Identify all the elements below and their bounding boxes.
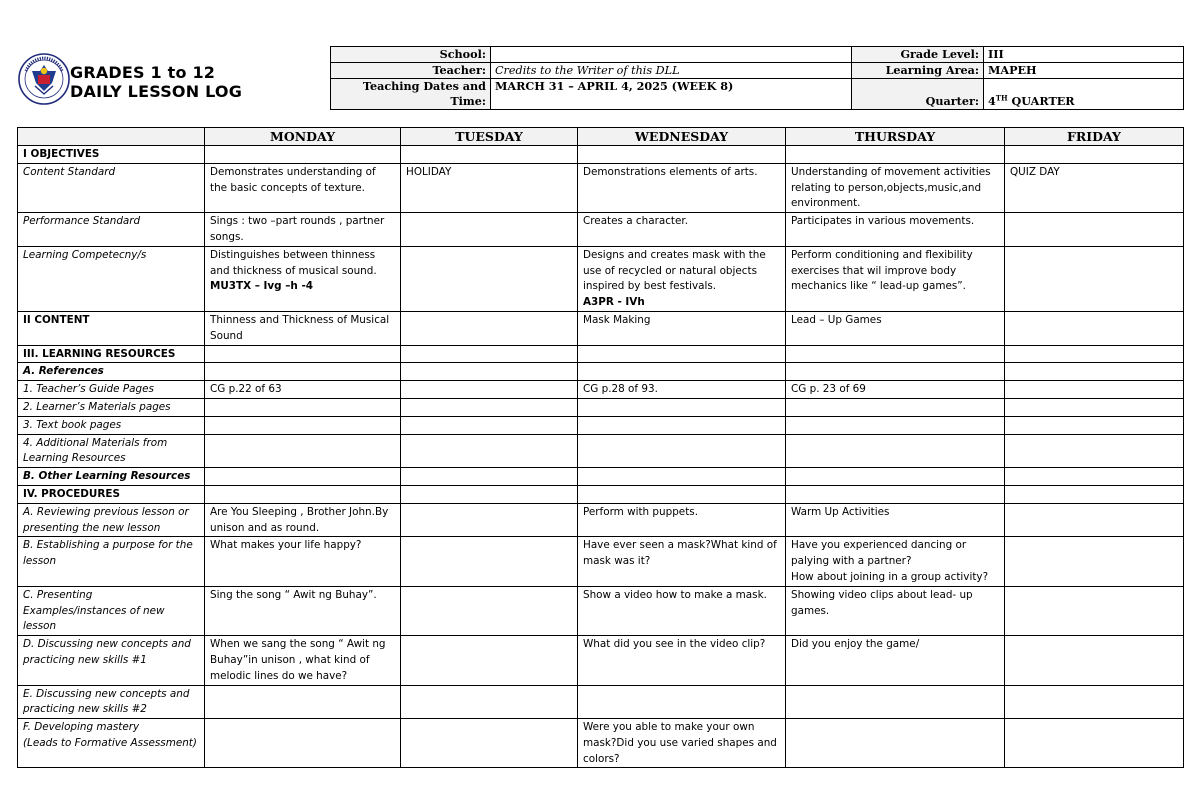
cell-proc-a-wednesday[interactable]: Perform with puppets. <box>578 503 786 537</box>
section-row-procedures <box>18 485 1184 503</box>
cell-textbook-wednesday[interactable] <box>578 416 786 434</box>
cell-other-resources-friday[interactable] <box>1005 468 1184 486</box>
cell-proc-e-thursday[interactable] <box>786 685 1005 719</box>
row-content-standard <box>18 163 1184 212</box>
cell-lm-pages-wednesday[interactable] <box>578 398 786 416</box>
cell-references-thursday[interactable] <box>786 363 1005 381</box>
header-info-table <box>330 46 1184 110</box>
procedure-f-label-line2: (Leads to Formative Assessment) <box>23 736 197 749</box>
cell-resources-thursday[interactable] <box>786 345 1005 363</box>
cell-objectives-monday[interactable] <box>205 146 401 164</box>
cell-tg-pages-friday[interactable] <box>1005 381 1184 399</box>
cell-references-tuesday[interactable] <box>401 363 578 381</box>
cell-tg-pages-wednesday[interactable]: CG p.28 of 93. <box>578 381 786 399</box>
row-label-procedure-f <box>18 719 205 768</box>
quarter-suffix: TH <box>995 93 1008 103</box>
cell-proc-e-monday[interactable] <box>205 685 401 719</box>
day-header-wednesday: WEDNESDAY <box>578 128 786 146</box>
cell-resources-tuesday[interactable] <box>401 345 578 363</box>
cell-proc-a-monday[interactable]: Are You Sleeping , Brother John.By unison and as round. <box>205 503 401 537</box>
row-label-procedure-a: A. Reviewing previous lesson or presenting the new lesson <box>18 503 205 537</box>
row-label-procedures: IV. PROCEDURES <box>18 485 205 503</box>
row-label-learning-competency: Learning Competecny/s <box>18 246 205 311</box>
cell-content-wednesday[interactable]: Mask Making <box>578 311 786 345</box>
cell-additional-wednesday[interactable] <box>578 434 786 468</box>
teacher-field[interactable]: Credits to the Writer of this DLL <box>491 63 852 79</box>
cell-content-standard-tuesday[interactable]: HOLIDAY <box>401 163 578 212</box>
cell-proc-b-monday[interactable]: What makes your life happy? <box>205 537 401 586</box>
cell-content-monday[interactable]: Thinness and Thickness of Musical Sound <box>205 311 401 345</box>
cell-procedures-wednesday[interactable] <box>578 485 786 503</box>
cell-proc-d-monday[interactable]: When we sang the song “ Awit ng Buhay”in unison , what kind of melodic lines do we have? <box>205 636 401 685</box>
log-title <box>70 63 242 101</box>
teaching-dates-label-line1: Teaching Dates and <box>362 79 486 93</box>
cell-lm-pages-thursday[interactable] <box>786 398 1005 416</box>
cell-other-resources-tuesday[interactable] <box>401 468 578 486</box>
row-label-objectives: I OBJECTIVES <box>18 146 205 164</box>
row-label-procedure-b: B. Establishing a purpose for the lesson <box>18 537 205 586</box>
proc-b-thursday-line2: How about joining in a group activity? <box>791 570 989 583</box>
school-field[interactable] <box>491 47 852 63</box>
cell-procedures-monday[interactable] <box>205 485 401 503</box>
row-references <box>18 363 1184 381</box>
grade-level-label: Grade Level: <box>852 47 984 63</box>
cell-textbook-thursday[interactable] <box>786 416 1005 434</box>
cell-content-standard-monday[interactable]: Demonstrates understanding of the basic concepts of texture. <box>205 163 401 212</box>
cell-tg-pages-monday[interactable]: CG p.22 of 63 <box>205 381 401 399</box>
cell-proc-d-friday[interactable] <box>1005 636 1184 685</box>
cell-references-friday[interactable] <box>1005 363 1184 381</box>
row-additional-materials <box>18 434 1184 468</box>
cell-objectives-tuesday[interactable] <box>401 146 578 164</box>
cell-content-standard-thursday[interactable]: Understanding of movement activities relating to person,objects,music,and environment. <box>786 163 1005 212</box>
cell-tg-pages-tuesday[interactable] <box>401 381 578 399</box>
cell-proc-c-thursday[interactable]: Showing video clips about lead- up games. <box>786 586 1005 635</box>
cell-other-resources-thursday[interactable] <box>786 468 1005 486</box>
row-learning-competency <box>18 246 1184 311</box>
corner-cell <box>18 128 205 146</box>
cell-procedures-friday[interactable] <box>1005 485 1184 503</box>
quarter-word: QUARTER <box>1007 94 1075 108</box>
cell-additional-monday[interactable] <box>205 434 401 468</box>
cell-references-wednesday[interactable] <box>578 363 786 381</box>
row-procedure-d <box>18 636 1184 685</box>
cell-other-resources-wednesday[interactable] <box>578 468 786 486</box>
cell-performance-standard-monday[interactable]: Sings : two –part rounds , partner songs. <box>205 213 401 247</box>
row-label-references: A. References <box>18 363 205 381</box>
cell-lm-pages-monday[interactable] <box>205 398 401 416</box>
cell-textbook-tuesday[interactable] <box>401 416 578 434</box>
cell-resources-monday[interactable] <box>205 345 401 363</box>
school-label: School: <box>331 47 491 63</box>
cell-objectives-thursday[interactable] <box>786 146 1005 164</box>
cell-lm-pages-tuesday[interactable] <box>401 398 578 416</box>
cell-proc-b-wednesday[interactable]: Have ever seen a mask?What kind of mask was it? <box>578 537 786 586</box>
day-header-monday: MONDAY <box>205 128 401 146</box>
cell-additional-thursday[interactable] <box>786 434 1005 468</box>
cell-references-monday[interactable] <box>205 363 401 381</box>
cell-objectives-friday[interactable] <box>1005 146 1184 164</box>
row-label-procedure-c: C. Presenting Examples/instances of new lesson <box>18 586 205 635</box>
title-line-2: DAILY LESSON LOG <box>70 82 243 101</box>
row-label-content-standard: Content Standard <box>18 163 205 212</box>
day-header-thursday: THURSDAY <box>786 128 1005 146</box>
cell-additional-tuesday[interactable] <box>401 434 578 468</box>
quarter-field[interactable] <box>984 79 1184 110</box>
teaching-dates-label-line2: Time: <box>450 94 486 108</box>
day-header-tuesday: TUESDAY <box>401 128 578 146</box>
day-header-row <box>18 128 1184 146</box>
cell-proc-a-friday[interactable] <box>1005 503 1184 537</box>
cell-proc-e-tuesday[interactable] <box>401 685 578 719</box>
cell-proc-c-tuesday[interactable] <box>401 586 578 635</box>
cell-performance-standard-wednesday[interactable]: Creates a character. <box>578 213 786 247</box>
cell-content-tuesday[interactable] <box>401 311 578 345</box>
row-label-other-learning-resources: B. Other Learning Resources <box>18 468 205 486</box>
cell-resources-friday[interactable] <box>1005 345 1184 363</box>
cell-proc-a-tuesday[interactable] <box>401 503 578 537</box>
cell-proc-f-friday[interactable] <box>1005 719 1184 768</box>
row-text-book-pages <box>18 416 1184 434</box>
proc-b-thursday-line1: Have you experienced dancing or palying with a partner? <box>791 539 967 568</box>
section-row-objectives <box>18 146 1184 164</box>
cell-performance-standard-tuesday[interactable] <box>401 213 578 247</box>
row-label-procedure-d: D. Discussing new concepts and practicing new skills #1 <box>18 636 205 685</box>
cell-performance-standard-thursday[interactable]: Participates in various movements. <box>786 213 1005 247</box>
cell-lm-pages-friday[interactable] <box>1005 398 1184 416</box>
row-content <box>18 311 1184 345</box>
cell-content-friday[interactable] <box>1005 311 1184 345</box>
competency-monday-code: MU3TX – Ivg –h -4 <box>210 280 313 293</box>
cell-textbook-monday[interactable] <box>205 416 401 434</box>
cell-proc-a-thursday[interactable]: Warm Up Activities <box>786 503 1005 537</box>
row-label-teachers-guide-pages: 1. Teacher’s Guide Pages <box>18 381 205 399</box>
row-procedure-f <box>18 719 1184 768</box>
grade-level-field[interactable]: III <box>984 47 1184 63</box>
cell-procedures-tuesday[interactable] <box>401 485 578 503</box>
row-procedure-c <box>18 586 1184 635</box>
cell-proc-c-friday[interactable] <box>1005 586 1184 635</box>
cell-proc-d-wednesday[interactable]: What did you see in the video clip? <box>578 636 786 685</box>
teaching-dates-field[interactable]: MARCH 31 – APRIL 4, 2025 (WEEK 8) <box>491 79 852 110</box>
row-label-performance-standard: Performance Standard <box>18 213 205 247</box>
cell-competency-thursday[interactable]: Perform conditioning and flexibility exercises that wil improve body mechanics like “ lead-up games”. <box>786 246 1005 311</box>
cell-proc-e-friday[interactable] <box>1005 685 1184 719</box>
cell-additional-friday[interactable] <box>1005 434 1184 468</box>
row-label-procedure-e: E. Discussing new concepts and practicing new skills #2 <box>18 685 205 719</box>
deped-seal-logo <box>18 53 70 105</box>
quarter-label: Quarter: <box>852 79 984 110</box>
quarter-number: 4 <box>988 94 996 108</box>
day-header-friday: FRIDAY <box>1005 128 1184 146</box>
cell-competency-tuesday[interactable] <box>401 246 578 311</box>
learning-area-field[interactable]: MAPEH <box>984 63 1184 79</box>
section-row-learning-resources <box>18 345 1184 363</box>
row-procedure-e <box>18 685 1184 719</box>
lesson-log-table <box>17 127 1184 768</box>
cell-proc-b-tuesday[interactable] <box>401 537 578 586</box>
row-label-additional-materials: 4. Additional Materials from Learning Resources <box>18 434 205 468</box>
cell-other-resources-monday[interactable] <box>205 468 401 486</box>
cell-objectives-wednesday[interactable] <box>578 146 786 164</box>
cell-proc-c-monday[interactable]: Sing the song “ Awit ng Buhay”. <box>205 586 401 635</box>
cell-proc-d-tuesday[interactable] <box>401 636 578 685</box>
procedure-f-label-line1: F. Developing mastery <box>23 721 140 734</box>
cell-content-standard-wednesday[interactable]: Demonstrations elements of arts. <box>578 163 786 212</box>
teacher-label: Teacher: <box>331 63 491 79</box>
cell-proc-f-tuesday[interactable] <box>401 719 578 768</box>
title-line-1: GRADES 1 to 12 <box>70 63 216 82</box>
learning-area-label: Learning Area: <box>852 63 984 79</box>
cell-competency-monday[interactable] <box>205 246 401 311</box>
cell-proc-d-thursday[interactable]: Did you enjoy the game/ <box>786 636 1005 685</box>
row-other-learning-resources <box>18 468 1184 486</box>
cell-proc-c-wednesday[interactable]: Show a video how to make a mask. <box>578 586 786 635</box>
cell-proc-f-monday[interactable] <box>205 719 401 768</box>
row-learners-materials-pages <box>18 398 1184 416</box>
cell-proc-f-thursday[interactable] <box>786 719 1005 768</box>
cell-competency-friday[interactable] <box>1005 246 1184 311</box>
row-procedure-a <box>18 503 1184 537</box>
cell-textbook-friday[interactable] <box>1005 416 1184 434</box>
cell-competency-wednesday[interactable] <box>578 246 786 311</box>
cell-proc-b-friday[interactable] <box>1005 537 1184 586</box>
row-label-learning-resources: III. LEARNING RESOURCES <box>18 345 205 363</box>
row-label-learners-materials-pages: 2. Learner’s Materials pages <box>18 398 205 416</box>
row-label-text-book-pages: 3. Text book pages <box>18 416 205 434</box>
competency-wednesday-text: Designs and creates mask with the use of recycled or natural objects inspired by best festivals. <box>583 248 766 293</box>
cell-procedures-thursday[interactable] <box>786 485 1005 503</box>
teaching-dates-label <box>331 79 491 110</box>
cell-content-standard-friday[interactable]: QUIZ DAY <box>1005 163 1184 212</box>
row-performance-standard <box>18 213 1184 247</box>
cell-resources-wednesday[interactable] <box>578 345 786 363</box>
cell-proc-b-thursday[interactable] <box>786 537 1005 586</box>
cell-content-thursday[interactable]: Lead – Up Games <box>786 311 1005 345</box>
competency-monday-text: Distinguishes between thinness and thickness of musical sound. <box>210 248 377 277</box>
row-procedure-b <box>18 537 1184 586</box>
cell-proc-f-wednesday[interactable]: Were you able to make your own mask?Did you use varied shapes and colors? <box>578 719 786 768</box>
cell-performance-standard-friday[interactable] <box>1005 213 1184 247</box>
competency-wednesday-code: A3PR - IVh <box>583 296 645 309</box>
row-label-content: II CONTENT <box>18 311 205 345</box>
cell-proc-e-wednesday[interactable] <box>578 685 786 719</box>
cell-tg-pages-thursday[interactable]: CG p. 23 of 69 <box>786 381 1005 399</box>
row-teachers-guide-pages <box>18 381 1184 399</box>
